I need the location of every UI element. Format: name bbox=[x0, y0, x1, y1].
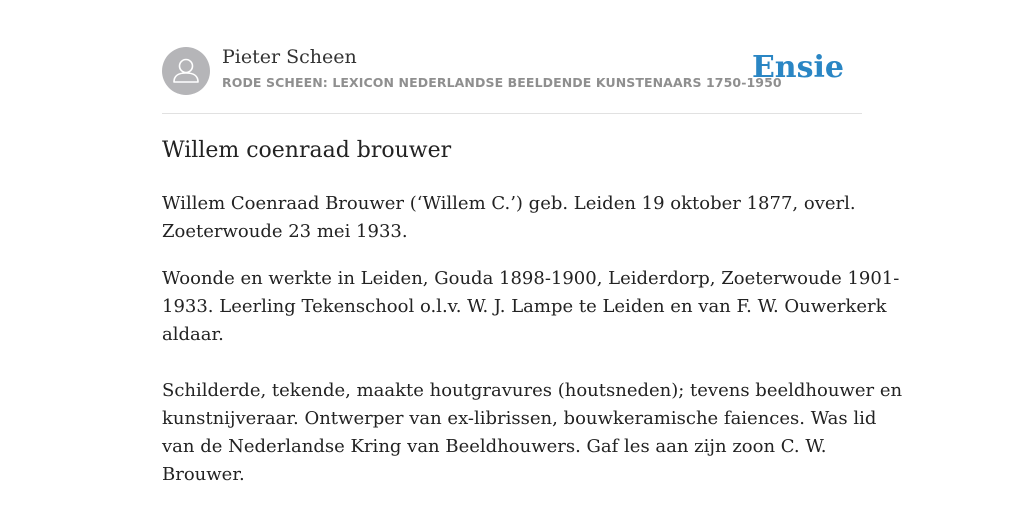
paragraph-line: Zoeterwoude 23 mei 1933. bbox=[162, 221, 408, 242]
author-avatar[interactable] bbox=[162, 47, 210, 95]
paragraph-line: 1933. Leerling Tekenschool o.l.v. W. J. Lampe te Leiden en van F. W. Ouwerkerk bbox=[162, 296, 887, 317]
paragraph-line: Schilderde, tekende, maakte houtgravures (houtsneden); tevens beeldhouwer en bbox=[162, 380, 903, 401]
article-paragraph-3 bbox=[162, 377, 903, 489]
paragraph-line: kunstnijveraar. Ontwerper van ex-librissen, bouwkeramische faiences. Was lid bbox=[162, 408, 877, 429]
article-paragraph-2 bbox=[162, 265, 900, 349]
article-title: Willem coenraad brouwer bbox=[162, 138, 452, 163]
header-divider bbox=[162, 113, 862, 114]
paragraph-line: van de Nederlandse Kring van Beeldhouwers. Gaf les aan zijn zoon C. W. bbox=[162, 436, 827, 457]
article-header bbox=[162, 44, 862, 98]
user-silhouette-icon bbox=[162, 47, 210, 95]
article-paragraph-1 bbox=[162, 190, 862, 246]
author-name[interactable]: Pieter Scheen bbox=[222, 46, 357, 68]
source-name[interactable]: RODE SCHEEN: LEXICON NEDERLANDSE BEELDENDE KUNSTENAARS 1750-1950 bbox=[222, 75, 782, 90]
paragraph-line: Woonde en werkte in Leiden, Gouda 1898-1900, Leiderdorp, Zoeterwoude 1901- bbox=[162, 268, 900, 289]
paragraph-line: Willem Coenraad Brouwer (‘Willem C.’) geb. Leiden 19 oktober 1877, overl. bbox=[162, 193, 856, 214]
paragraph-line: aldaar. bbox=[162, 324, 224, 345]
ensie-logo[interactable]: Ensie bbox=[751, 50, 844, 85]
paragraph-line: Brouwer. bbox=[162, 464, 245, 485]
